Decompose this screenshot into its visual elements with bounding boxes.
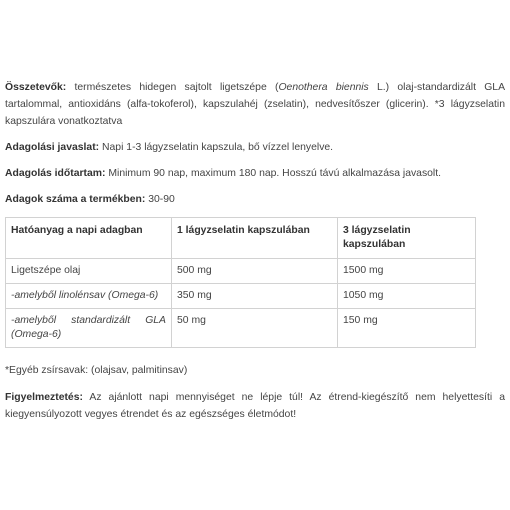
latin-name: Oenothera biennis — [278, 82, 369, 93]
table-cell — [6, 284, 172, 309]
warning-label: Figyelmeztetés: — [5, 392, 83, 403]
table-row — [6, 284, 476, 309]
warning-text: Az ajánlott napi mennyiséget ne lépje túl! Az étrend-kiegészítő nem helyettesíti a kiegyensúlyozott vegyes étrendet és az egészséges életmódot! — [5, 392, 505, 420]
table-header-cell: Hatóanyag a napi adagban — [6, 218, 172, 259]
table-row — [6, 309, 476, 348]
table-cell: 1050 mg — [338, 284, 476, 309]
table-row — [6, 259, 476, 284]
table-cell — [6, 309, 172, 348]
warning-paragraph — [5, 389, 505, 423]
dosage-text: Napi 1-3 lágyzselatin kapszula, bő vízzel lenyelve. — [99, 142, 334, 153]
servings-text: 30-90 — [145, 194, 175, 205]
product-description — [5, 79, 505, 423]
table-cell: 500 mg — [172, 259, 338, 284]
nutrition-table-wrapper — [5, 217, 505, 348]
dosage-paragraph — [5, 139, 505, 156]
table-cell: 150 mg — [338, 309, 476, 348]
nutrition-table — [5, 217, 476, 348]
table-header-cell: 1 lágyzselatin kapszulában — [172, 218, 338, 259]
table-header-row — [6, 218, 476, 259]
table-cell-italic: -amelyből standardizált GLA (Omega-6) — [11, 315, 166, 340]
duration-paragraph — [5, 165, 505, 182]
table-cell: Ligetszépe olaj — [6, 259, 172, 284]
duration-label: Adagolás időtartam: — [5, 168, 106, 179]
ingredients-text-2: L.) olaj-standardizált GLA tartalommal, antioxidáns (alfa-tokoferol), kapszulahéj (zselatin), nedvesítőszer (glicerin). *3 lágyzselatin kapszulára vonatkoztatva — [5, 82, 505, 127]
servings-label: Adagok száma a termékben: — [5, 194, 146, 205]
table-cell-italic: -amelyből linolénsav (Omega-6) — [11, 290, 159, 301]
table-cell: 1500 mg — [338, 259, 476, 284]
table-cell: 50 mg — [172, 309, 338, 348]
duration-text: Minimum 90 nap, maximum 180 nap. Hosszú távú alkalmazása javasolt. — [105, 168, 442, 179]
table-header-cell: 3 lágyzselatin kapszulában — [338, 218, 476, 259]
ingredients-paragraph — [5, 79, 505, 130]
ingredients-label: Összetevők: — [5, 82, 67, 93]
servings-paragraph — [5, 191, 505, 208]
dosage-label: Adagolási javaslat: — [5, 142, 100, 153]
ingredients-text-1: természetes hidegen sajtolt ligetszépe ( — [66, 82, 279, 93]
table-cell: 350 mg — [172, 284, 338, 309]
footnote: *Egyéb zsírsavak: (olajsav, palmitinsav) — [5, 365, 188, 376]
